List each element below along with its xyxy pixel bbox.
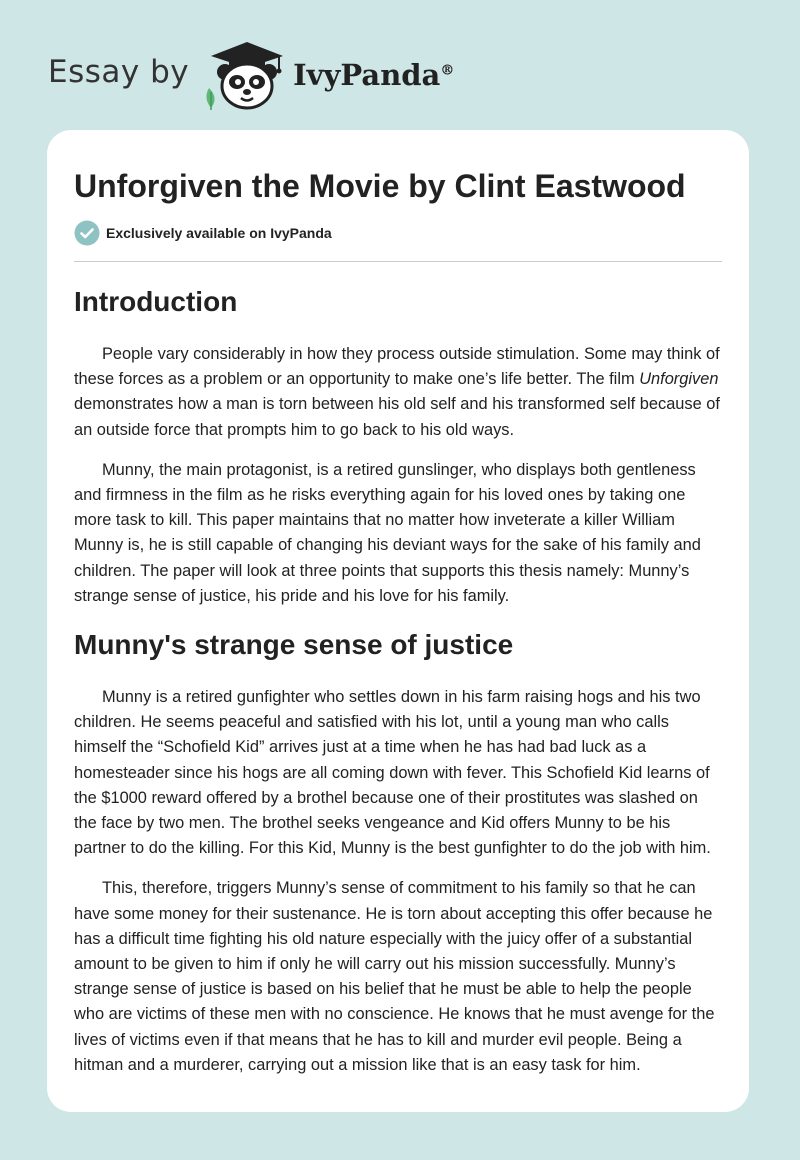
paragraph: Munny, the main protagonist, is a retired gunslinger, who displays both gentleness and firmness in the film as he risks everything again for his loved ones by taking one more task to kill. This paper maintains that no matter how inveterate a killer William Munny is, he is still capable of changing his deviant ways for the sake of his family and children. The paper will look at three points that supports this thesis namely: Munny’s strange sense of justice, his pride and his love for his family. [74,460,701,605]
essay-title: Unforgiven the Movie by Clint Eastwood [74,168,686,204]
title-divider [74,261,722,262]
site-header [48,34,454,114]
paragraph: People vary considerably in how they process outside stimulation. Some may think of these forces as a problem or an opportunity to make one’s life better. The film Unforgiven demonstrates how a man is torn between his old self and his transformed self because of an outside force that prompts him to go back to his old ways. [74,345,720,439]
exclusive-badge-text: Exclusively available on IvyPanda [106,225,332,241]
film-title-italic: Unforgiven [639,370,719,389]
paragraph: Munny is a retired gunfighter who settles down in his farm raising hogs and his two children. He seems peaceful and satisfied with his lot, until a young man who calls himself the “Schofield Kid” arrives just at a time when he has had bad luck as a homesteader since his hogs are all coming down with fever. This Schofield Kid learns of the $1000 reward offered by a brothel because one of their prostitutes was slashed on the face by two men. The brothel seeks vengeance and Kid offers Munny to be his partner to do the killing. For this Kid, Munny is the best gunfighter to do the job with him. [74,688,711,858]
trademark-symbol: ® [440,62,455,79]
panda-graduate-icon[interactable] [201,36,287,112]
brand-name[interactable]: IvyPanda® [293,58,455,92]
section-heading-introduction: Introduction [74,286,238,317]
section-heading-justice: Munny's strange sense of justice [74,629,514,661]
essay-by-label: Essay by [48,54,190,90]
check-circle-icon [74,220,100,246]
essay-card [47,130,749,1112]
exclusive-badge [74,220,722,246]
paragraph: This, therefore, triggers Munny’s sense of commitment to his family so that he can have some money for their sustenance. He is torn about accepting this offer because he has a difficult time fighting his old nature especially with the juicy offer of a substantial amount to be given to him if only he will carry out his mission successfully. Munny’s strange sense of justice is based on his belief that he must be able to help the people who are victims of these men with no conscience. He knows that he must avenge for the lives of victims even if that means that he has to kill and murder evil people. Being a hitman and a murderer, carrying out a mission like that is an easy task for him. [74,879,715,1074]
